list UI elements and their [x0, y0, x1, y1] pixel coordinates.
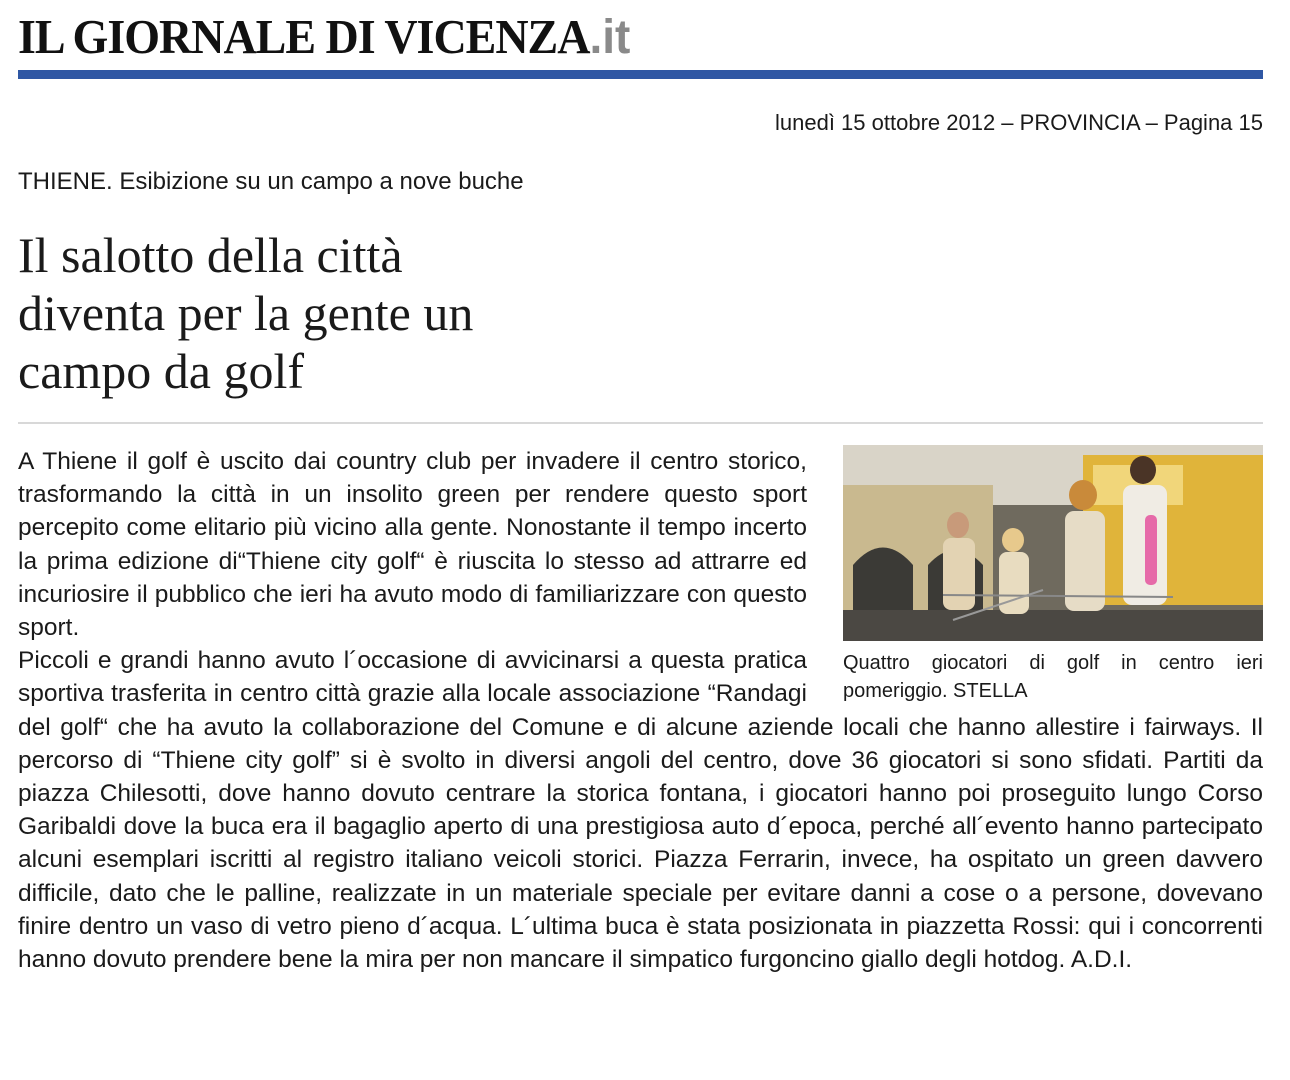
article-paragraph: A Thiene il golf è uscito dai country club per invadere il centro storico, trasformando la città in un insolito green per rendere questo sport percepito come elitario più vicino alla gente. Nonostante il tempo incerto la prima edizione di“Thiene city golf“ è riuscita lo stesso ad attrarre ed incuriosire il pubblico che ieri ha avuto modo di familiarizzare con questo sport.	[18, 448, 807, 642]
article-paragraph: Piccoli e grandi hanno avuto l´occasione di avvicinarsi a questa pratica sportiva trasferita in centro città grazie alla locale associazione “Randagi del golf“ che ha avuto la collaborazione del Comune e di alcune aziende locali che hanno allestire i fairways. Il percorso di “Thiene city golf” si è svolto in diversi angoli del centro, dove 36 giocatori si sono sfidati. Partiti da piazza Chilesotti, dove hanno dovuto centrare la storica fontana, i giocatori hanno poi proseguito lungo Corso Garibaldi dove la buca era il bagaglio aperto di una prestigiosa auto d´epoca, perché all´evento hanno partecipato alcuni esemplari iscritti al registro italiano veicoli storici. Piazza Ferrarin, invece, ha ospitato un green davvero difficile, dato che le palline, realizzate in un materiale speciale per evitare danni a cose o a persone, dovevano finire dentro un vaso di vetro pieno d´acqua. L´ultima buca è stata posizionata in piazzetta Rossi: qui i concorrenti hanno dovuto prendere bene la mira per non mancare il simpatico furgoncino giallo degli hotdog. A.D.I.	[18, 647, 1263, 974]
article-body	[18, 445, 1263, 976]
headline: Il salotto della città diventa per la gente un campo da golf	[18, 227, 474, 399]
logo-domain-suffix: .it	[589, 8, 631, 64]
dateline: lunedì 15 ottobre 2012 – PROVINCIA – Pagina 15	[775, 110, 1263, 135]
kicker: THIENE. Esibizione su un campo a nove buche	[18, 168, 524, 195]
newspaper-logo	[18, 4, 630, 68]
photo-caption: Quattro giocatori di golf in centro ieri pomeriggio. STELLA	[843, 652, 1263, 702]
news-photo	[843, 445, 1263, 641]
photo-figure	[843, 445, 1263, 705]
separator-rule	[18, 422, 1263, 424]
masthead-rule	[18, 70, 1263, 79]
logo-name: IL GIORNALE DI VICENZA	[18, 9, 590, 64]
